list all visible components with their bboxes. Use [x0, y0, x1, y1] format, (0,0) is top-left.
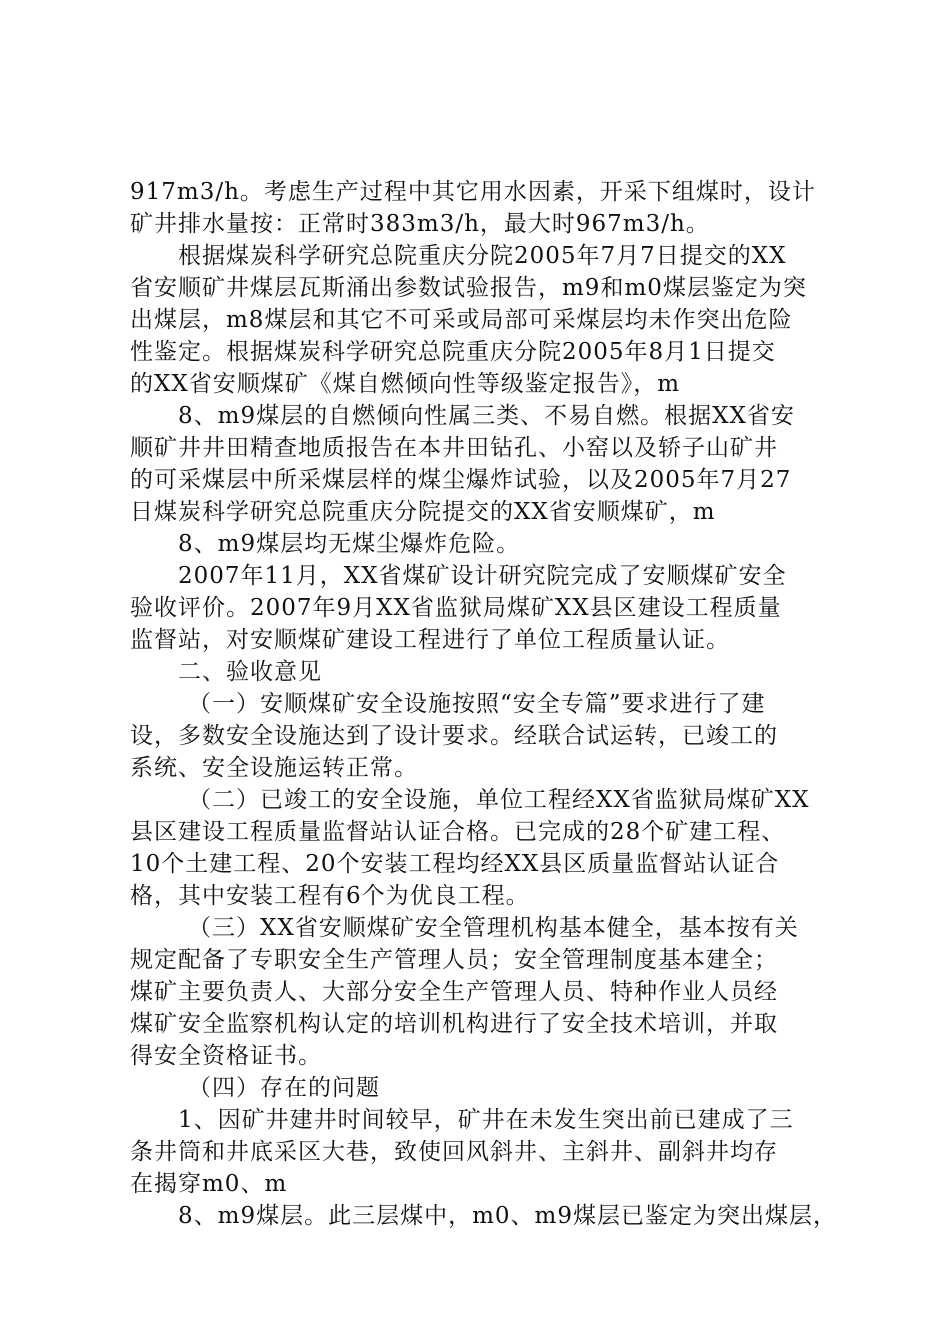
text-line: （三）XX省安顺煤矿安全管理机构基本健全，基本按有关 — [188, 915, 799, 941]
text-line: 煤矿安全监察机构认定的培训机构进行了安全技术培训，并取 — [130, 1011, 778, 1037]
document-body — [130, 176, 837, 1232]
text-line: （二）已竣工的安全设施，单位工程经XX省监狱局煤矿XX — [188, 787, 810, 813]
text-line: 格，其中安装工程有6个为优良工程。 — [130, 883, 530, 909]
text-line: （一）安顺煤矿安全设施按照“安全专篇”要求进行了建 — [188, 691, 766, 717]
text-line: 得安全资格证书。 — [130, 1043, 322, 1069]
text-line: 8、m9煤层。此三层煤中，m0、m9煤层已鉴定为突出煤层， — [178, 1203, 837, 1229]
text-line: 性鉴定。根据煤炭科学研究总院重庆分院2005年8月1日提交 — [130, 339, 776, 365]
text-line: 在揭穿m0、m — [130, 1171, 288, 1197]
text-line: 设，多数安全设施达到了设计要求。经联合试运转，已竣工的 — [130, 723, 778, 749]
text-line: 系统、安全设施运转正常。 — [130, 755, 418, 781]
section-heading: 二、验收意见 — [178, 659, 322, 685]
text-line: 2007年11月，XX省煤矿设计研究院完成了安顺煤矿安全 — [178, 563, 787, 589]
text-line: 条井筒和井底采区大巷，致使回风斜井、主斜井、副斜井均存 — [130, 1139, 778, 1165]
text-line: 根据煤炭科学研究总院重庆分院2005年7月7日提交的XX — [178, 243, 787, 269]
text-line: 出煤层，m8煤层和其它不可采或局部可采煤层均未作突出危险 — [130, 307, 793, 333]
text-line: 8、m9煤层的自燃倾向性属三类、不易自燃。根据XX省安 — [178, 403, 795, 429]
text-line: 8、m9煤层均无煤尘爆炸危险。 — [178, 531, 521, 557]
text-line: 县区建设工程质量监督站认证合格。已完成的28个矿建工程、 — [130, 819, 786, 845]
text-line: 验收评价。2007年9月XX省监狱局煤矿XX县区建设工程质量 — [130, 595, 782, 621]
text-line: 10个土建工程、20个安装工程均经XX县区质量监督站认证合 — [130, 851, 780, 877]
text-line: 的可采煤层中所采煤层样的煤尘爆炸试验，以及2005年7月27 — [130, 467, 792, 493]
text-line: 矿井排水量按：正常时383m3/h，最大时967m3/h。 — [130, 211, 710, 237]
section-heading: （四）存在的问题 — [188, 1075, 380, 1101]
text-line: 顺矿井井田精查地质报告在本井田钻孔、小窑以及轿子山矿井 — [130, 435, 778, 461]
text-line: 省安顺矿井煤层瓦斯涌出参数试验报告，m9和m0煤层鉴定为突 — [130, 275, 807, 301]
text-line: 1、因矿井建井时间较早，矿井在未发生突出前已建成了三 — [178, 1107, 794, 1133]
text-line: 917m3/h。考虑生产过程中其它用水因素，开采下组煤时，设计 — [130, 179, 816, 205]
text-line: 监督站，对安顺煤矿建设工程进行了单位工程质量认证。 — [130, 627, 730, 653]
text-line: 规定配备了专职安全生产管理人员；安全管理制度基本建全； — [130, 947, 778, 973]
text-line: 的XX省安顺煤矿《煤自燃倾向性等级鉴定报告》，m — [130, 371, 681, 397]
text-line: 煤矿主要负责人、大部分安全生产管理人员、特种作业人员经 — [130, 979, 778, 1005]
text-line: 日煤炭科学研究总院重庆分院提交的XX省安顺煤矿，m — [130, 499, 716, 525]
